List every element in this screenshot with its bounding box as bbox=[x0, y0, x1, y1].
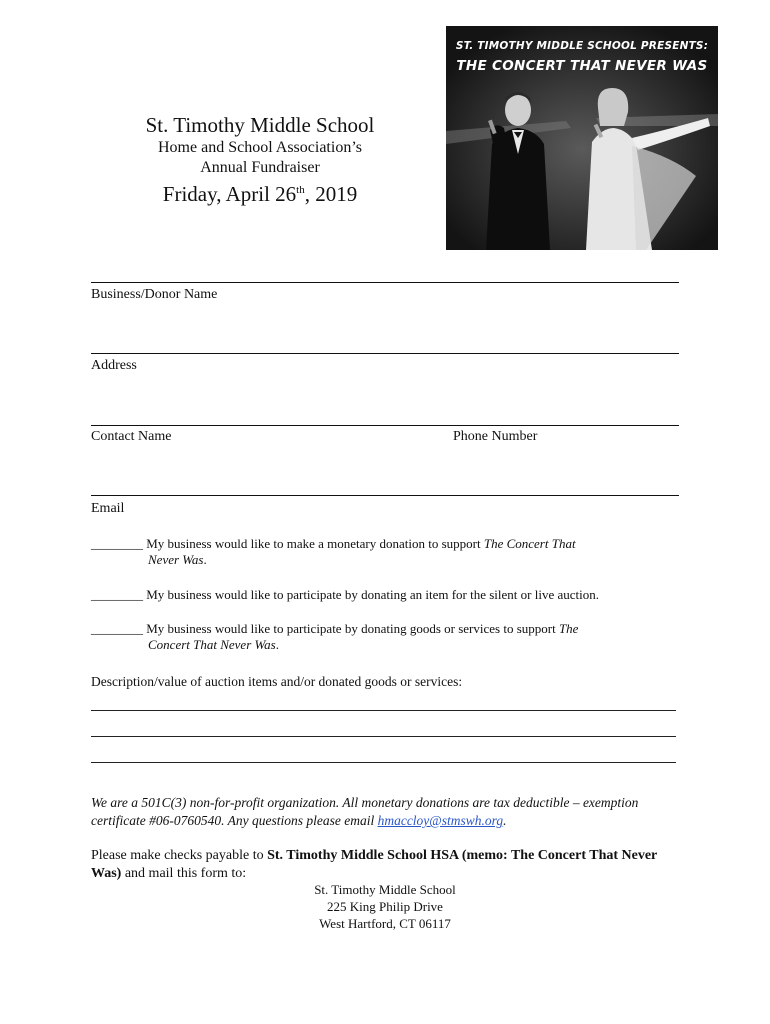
school-name: St. Timothy Middle School bbox=[145, 113, 375, 137]
association-name: Home and School Association’s bbox=[158, 139, 362, 156]
address-line-3: West Hartford, CT 06117 bbox=[319, 916, 451, 931]
address-line-1: St. Timothy Middle School bbox=[314, 882, 456, 897]
payment-instructions bbox=[91, 847, 681, 883]
contact-email-link[interactable]: hmaccloy@stmswh.org bbox=[377, 813, 504, 828]
tax-note-text: We are a 501C(3) non-for-profit organization. All monetary donations are tax deductible – exemption certificate #06-0760540. Any questions please email bbox=[91, 795, 639, 828]
option-italic: The bbox=[558, 621, 579, 636]
description-line-1[interactable] bbox=[91, 710, 676, 711]
option-text: My business would like to participate by donating goods or services to support bbox=[143, 621, 559, 636]
business-donor-name-label: Business/Donor Name bbox=[91, 287, 218, 302]
description-line-2[interactable] bbox=[91, 736, 676, 737]
option-blank[interactable]: ________ bbox=[91, 621, 143, 636]
option-end: . bbox=[203, 552, 207, 567]
address-line[interactable] bbox=[91, 353, 679, 354]
option-continuation: Concert That Never Was bbox=[148, 637, 276, 652]
event-name: Annual Fundraiser bbox=[200, 159, 320, 176]
date-ordinal: th bbox=[296, 184, 305, 196]
option-text: My business would like to make a monetary donation to support bbox=[143, 536, 484, 551]
option-goods-services[interactable] bbox=[91, 621, 661, 653]
contact-line[interactable] bbox=[91, 425, 679, 426]
option-italic: The Concert That bbox=[483, 536, 576, 551]
event-date bbox=[110, 180, 410, 208]
checks-prefix: Please make checks payable to bbox=[91, 848, 268, 863]
checks-suffix: and mail this form to: bbox=[121, 866, 247, 881]
mailing-address bbox=[230, 881, 540, 932]
business-name-line[interactable] bbox=[91, 282, 679, 283]
tax-note bbox=[91, 794, 671, 830]
option-monetary-donation[interactable] bbox=[91, 536, 661, 568]
tax-note-end: . bbox=[503, 813, 507, 828]
concert-poster bbox=[446, 26, 718, 250]
poster-title-line1: ST. TIMOTHY MIDDLE SCHOOL PRESENTS: bbox=[455, 40, 709, 52]
date-year: , 2019 bbox=[304, 182, 358, 206]
option-continuation: Never Was bbox=[148, 552, 204, 567]
email-line[interactable] bbox=[91, 495, 679, 496]
address-label: Address bbox=[91, 358, 137, 373]
option-end: . bbox=[275, 637, 279, 652]
description-label: Description/value of auction items and/or donated goods or services: bbox=[91, 674, 463, 689]
option-blank[interactable]: ________ bbox=[91, 536, 143, 551]
option-text: My business would like to participate by donating an item for the silent or live auction. bbox=[143, 587, 599, 602]
date-text: Friday, April 26 bbox=[162, 182, 297, 206]
poster-title-line2: THE CONCERT THAT NEVER WAS bbox=[456, 58, 708, 74]
description-line-3[interactable] bbox=[91, 762, 676, 763]
checks-payee: St. Timothy Middle School HSA (memo: The Concert That Never Was) bbox=[91, 848, 658, 881]
address-line-2: 225 King Philip Drive bbox=[327, 899, 443, 914]
email-label: Email bbox=[91, 501, 125, 516]
option-blank[interactable]: ________ bbox=[91, 587, 143, 602]
option-auction-item[interactable] bbox=[91, 587, 661, 603]
phone-number-label: Phone Number bbox=[453, 429, 538, 444]
header bbox=[110, 112, 410, 208]
contact-name-label: Contact Name bbox=[91, 429, 172, 444]
